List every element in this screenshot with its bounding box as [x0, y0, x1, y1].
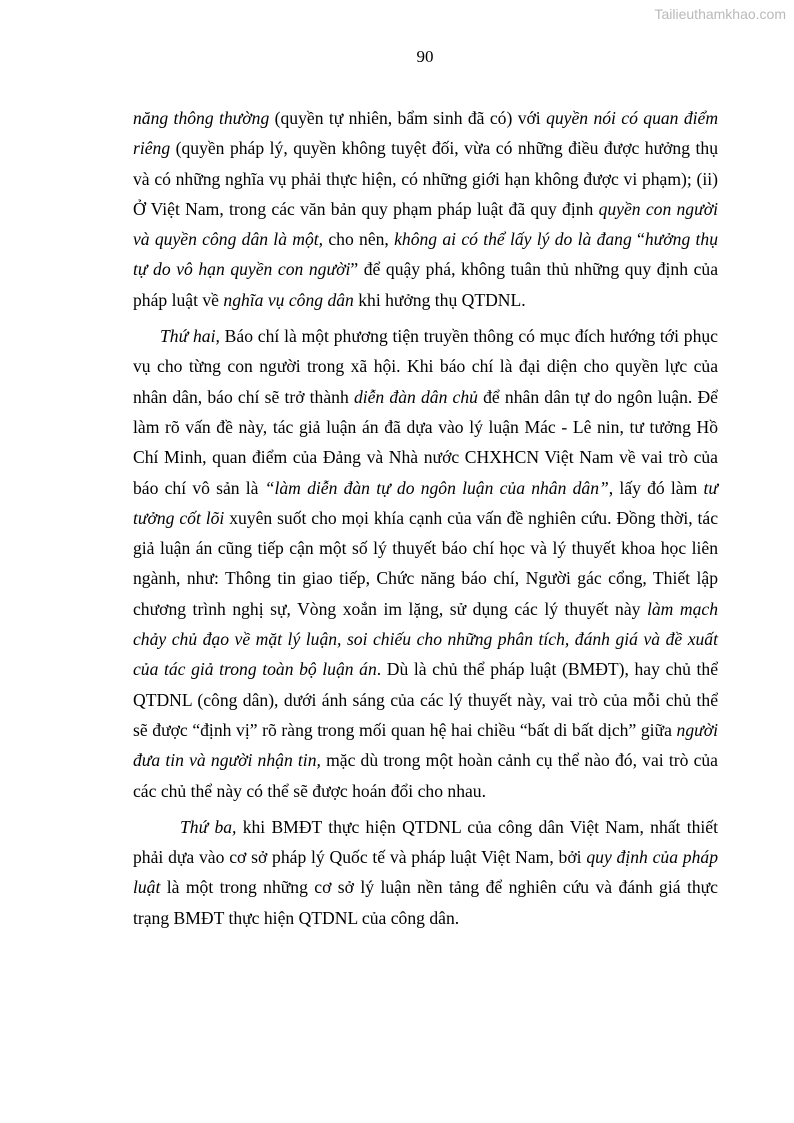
text-run: mặc dù trong một hoàn cảnh cụ thể nào đó, vai trò của các chủ thể này có thể sẽ được hoán đổi cho nhau.: [133, 750, 718, 801]
italic-text-run: không ai có thể lấy lý do là đang: [394, 229, 632, 250]
page-number: 90: [416, 47, 434, 66]
text-run: cho nên,: [323, 229, 395, 250]
watermark: Tailieuthamkhao.com: [654, 6, 786, 22]
italic-text-run: Thứ hai,: [160, 326, 220, 347]
italic-text-run: diễn đàn dân chủ: [353, 386, 478, 407]
italic-text-run: quyền con người và quyền công dân là một,: [133, 198, 718, 250]
text-run: khi BMĐT thực hiện QTDNL của công dân Việt Nam, nhất thiết phải dựa vào cơ sở pháp lý Quốc tế và pháp luật Việt Nam, bởi: [133, 816, 718, 868]
text-run: (quyền pháp lý, quyền không tuyệt đối, vừa có những điều được hưởng thụ và có những nghĩa vụ phải thực hiện, có những giới hạn không được vi phạm); (ii) Ở Việt Nam, trong các văn bản quy phạm pháp luật đã quy định: [133, 138, 718, 219]
italic-text-run: tư tưởng cốt lõi: [133, 477, 718, 528]
text-run: xuyên suốt cho mọi khía cạnh của vấn đề nghiên cứu. Đồng thời, tác giả luận án cũng tiếp cận một số lý thuyết báo chí học và lý thuyết khoa học liên ngành, như: Thông tin giao tiếp, Chức năng báo chí, Người gác cổng, Thiết lập chương trình nghị sự, Vòng xoắn im lặng, sử dụng các lý thuyết này: [133, 507, 718, 619]
paragraph-1: [133, 103, 718, 315]
italic-text-run: hưởng thụ tự do vô hạn quyền con người: [133, 229, 718, 280]
body-text: [133, 103, 718, 939]
text-run: để nhân dân tự do ngôn luận. Để làm rõ vấn đề này, tác giả luận án đã dựa vào lý luận Mác - Lê nin, tư tưởng Hồ Chí Minh, quan điểm của Đảng và Nhà nước CHXHCN Việt Nam về vai trò của báo chí vô sản là: [133, 386, 718, 498]
italic-text-run: năng thông thường: [133, 108, 270, 128]
text-run: “: [631, 229, 645, 250]
text-run: (quyền tự nhiên, bẩm sinh đã có) với: [269, 108, 547, 128]
italic-text-run: Thứ ba,: [180, 816, 237, 837]
paragraph-3: [133, 812, 718, 933]
text-run: . Dù là chủ thể pháp luật (BMĐT), hay chủ thể QTDNL (công dân), dưới ánh sáng của các lý thuyết này, vai trò của mỗi chủ thể sẽ được “định vị” rõ ràng trong mối quan hệ hai chiều “bất di bất dịch” giữa: [133, 659, 718, 740]
text-run: , lấy đó làm: [608, 477, 704, 498]
text-run: ” để quậy phá, không tuân thủ những quy định của pháp luật về: [133, 259, 719, 310]
italic-text-run: quy định của pháp luật: [133, 847, 718, 898]
text-run: khi hưởng thụ QTDNL.: [353, 289, 526, 310]
italic-text-run: làm mạch chảy chủ đạo về mặt lý luận, soi chiếu cho những phân tích, đánh giá và đề xuất của tác giả trong toàn bộ luận án: [133, 598, 718, 680]
text-run: là một trong những cơ sở lý luận nền tảng để nghiên cứu và đánh giá thực trạng BMĐT thực hiện QTDNL của công dân.: [133, 877, 718, 928]
text-run: Báo chí là một phương tiện truyền thông có mục đích hướng tới phục vụ cho từng con người trong xã hội. Khi báo chí là đại diện cho quyền lực của nhân dân, báo chí sẽ trở thành: [133, 326, 718, 407]
paragraph-2: [133, 321, 718, 806]
italic-text-run: nghĩa vụ công dân: [223, 289, 354, 310]
italic-text-run: người đưa tin và người nhận tin,: [133, 719, 718, 771]
italic-text-run: quyền nói có quan điểm riêng: [133, 108, 719, 159]
italic-text-run: “làm diễn đàn tự do ngôn luận của nhân dân”: [264, 477, 609, 498]
